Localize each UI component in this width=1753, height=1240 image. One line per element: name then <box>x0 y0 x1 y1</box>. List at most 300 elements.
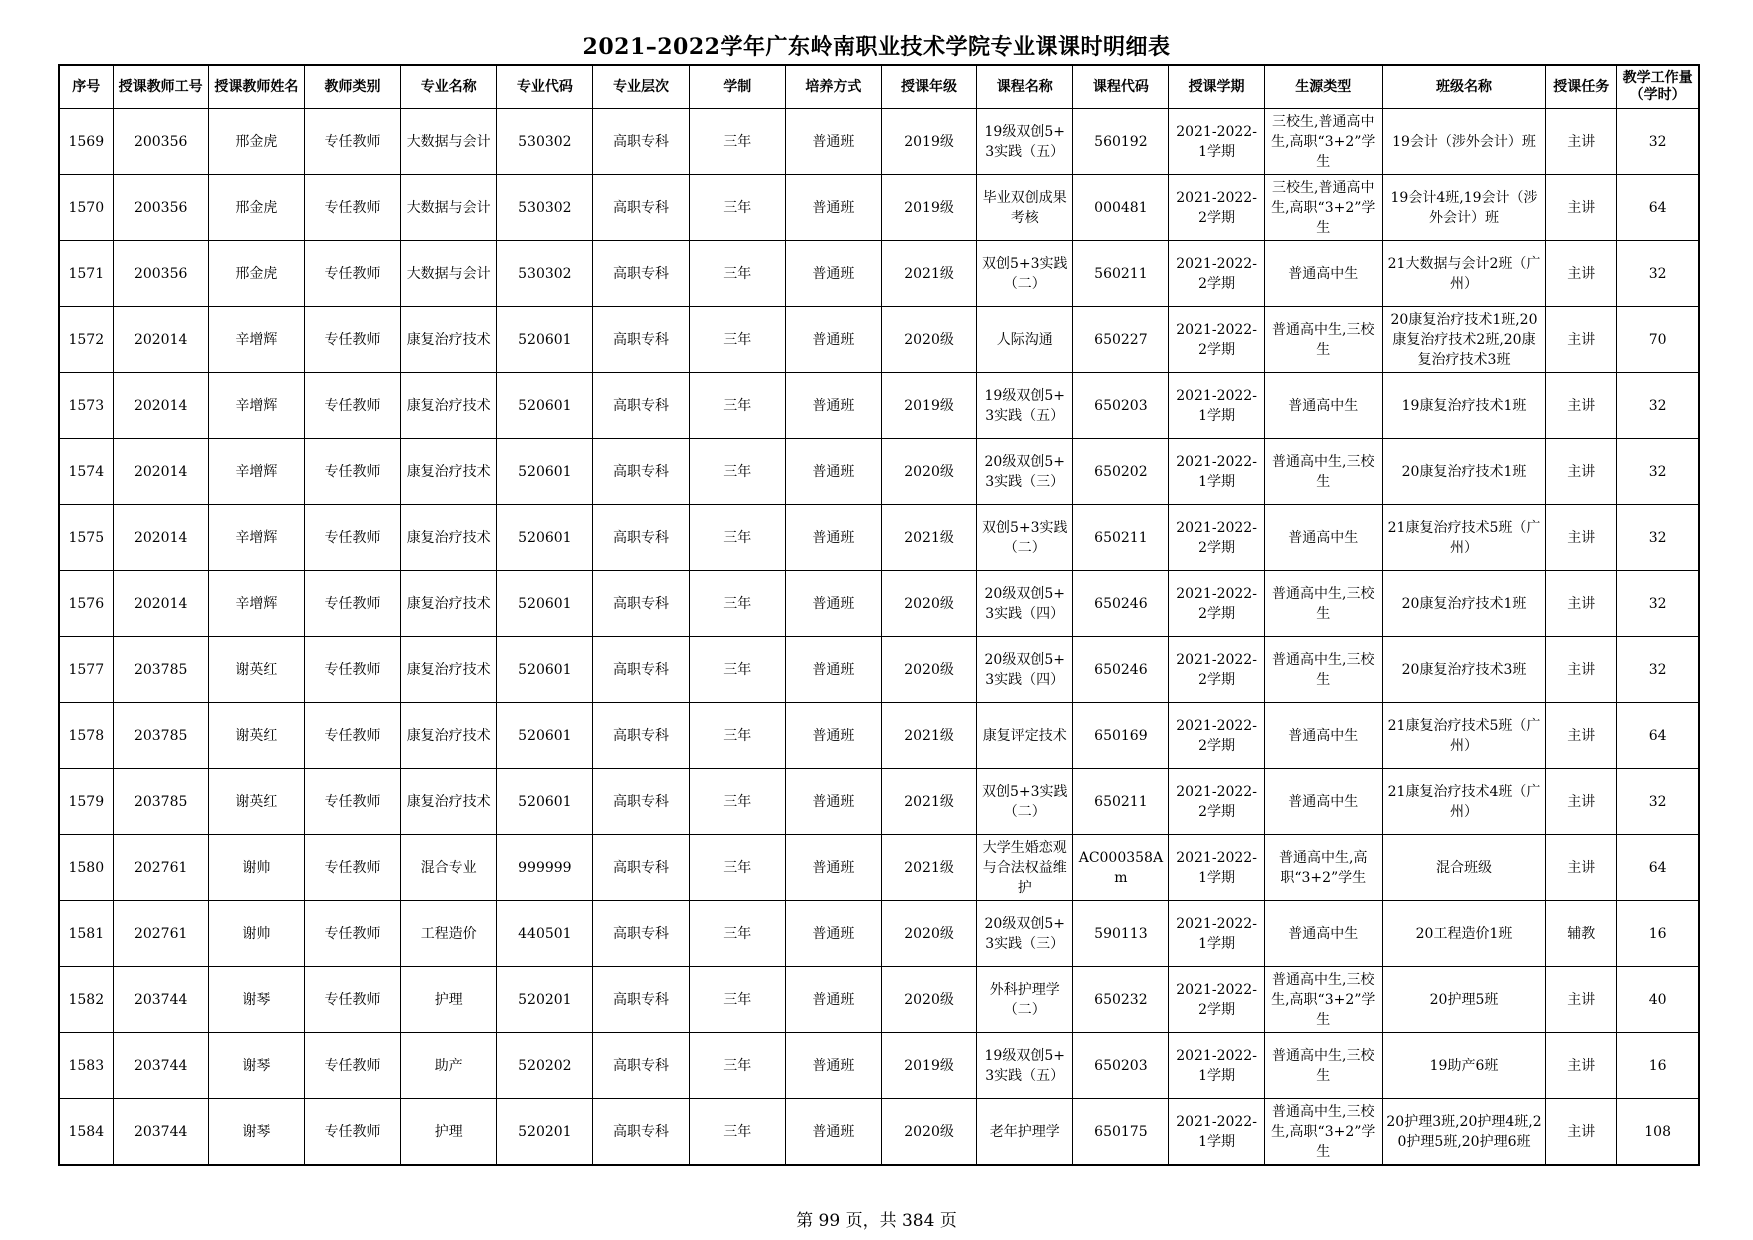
cell-duration <box>689 439 785 505</box>
cell-text: 2019级 <box>904 199 954 216</box>
cell-teacher-type <box>304 703 400 769</box>
cell-text: 辛增辉 <box>235 331 278 348</box>
cell-duration <box>689 373 785 439</box>
cell-text: 2019级 <box>904 397 954 414</box>
cell-task <box>1546 769 1617 835</box>
cell-text: 普通班 <box>812 133 855 150</box>
cell-course-code <box>1073 241 1169 307</box>
cell-course-code <box>1073 769 1169 835</box>
cell-text: 202014 <box>133 529 188 546</box>
cell-text: 高职专科 <box>613 133 670 150</box>
cell-major <box>401 307 497 373</box>
cell-text: 1572 <box>68 331 105 348</box>
cell-text: 1573 <box>68 397 105 414</box>
cell-text: 64 <box>1648 859 1667 876</box>
cell-teacher-type <box>304 505 400 571</box>
cell-source <box>1264 109 1382 175</box>
cell-teacher-name <box>208 175 304 241</box>
cell-text: 三年 <box>723 331 752 348</box>
cell-major <box>401 835 497 901</box>
table-row <box>59 703 1699 769</box>
cell-text: 专任教师 <box>324 661 381 678</box>
cell-text: 三年 <box>723 1057 752 1074</box>
cell-term <box>1169 1033 1264 1099</box>
cell-course-code <box>1073 307 1169 373</box>
cell-seq <box>59 967 113 1033</box>
table-row <box>59 835 1699 901</box>
cell-text: 2021级 <box>904 859 954 876</box>
cell-seq <box>59 1099 113 1166</box>
cell-text: 专任教师 <box>324 1057 381 1074</box>
cell-text: 康复评定技术 <box>982 727 1067 744</box>
cell-text: 高职专科 <box>613 397 670 414</box>
cell-text: 203785 <box>133 727 188 744</box>
column-header-seq: 序号 <box>59 65 113 109</box>
cell-grade <box>881 637 976 703</box>
cell-teacher-name <box>208 307 304 373</box>
table-row <box>59 1099 1699 1166</box>
cell-text: 2019级 <box>904 133 954 150</box>
cell-text: 2021-2022-2学期 <box>1176 981 1257 1018</box>
cell-text: 谢琴 <box>242 1057 271 1074</box>
cell-text: 2021级 <box>904 793 954 810</box>
cell-class-name <box>1382 175 1545 241</box>
cell-teacher-type <box>304 373 400 439</box>
cell-text: 普通高中生,三校生,高职“3+2”学生 <box>1271 1103 1376 1160</box>
cell-seq <box>59 241 113 307</box>
cell-text: 2021-2022-1学期 <box>1176 453 1257 490</box>
cell-text: 专任教师 <box>324 529 381 546</box>
cell-duration <box>689 1099 785 1166</box>
cell-text: 普通高中生 <box>1288 793 1359 810</box>
cell-class-name <box>1382 1033 1545 1099</box>
cell-text: 辅教 <box>1567 925 1596 942</box>
cell-text: 主讲 <box>1567 661 1596 678</box>
cell-text: 普通高中生 <box>1288 397 1359 414</box>
cell-text: 1577 <box>68 661 105 678</box>
cell-source <box>1264 571 1382 637</box>
cell-teacher-name <box>208 439 304 505</box>
cell-course <box>977 967 1073 1033</box>
cell-text: 高职专科 <box>613 793 670 810</box>
cell-text: 520601 <box>518 595 572 612</box>
cell-source <box>1264 505 1382 571</box>
cell-major-code <box>497 637 593 703</box>
column-header-level: 专业层次 <box>593 65 689 109</box>
cell-duration <box>689 241 785 307</box>
cell-text: 双创5+3实践（二） <box>981 783 1068 820</box>
cell-major <box>401 1099 497 1166</box>
cell-text: 650232 <box>1094 991 1148 1008</box>
cell-mode <box>785 571 881 637</box>
cell-text: 主讲 <box>1567 859 1596 876</box>
cell-term <box>1169 1099 1264 1166</box>
cell-text: 普通班 <box>812 1123 855 1140</box>
cell-text: 普通班 <box>812 727 855 744</box>
cell-text: 21大数据与会计2班（广州） <box>1387 255 1541 292</box>
column-header-course-code: 课程代码 <box>1073 65 1169 109</box>
cell-term <box>1169 373 1264 439</box>
cell-hours <box>1617 241 1699 307</box>
cell-text: 2021-2022-1学期 <box>1176 1047 1257 1084</box>
cell-text: 高职专科 <box>613 727 670 744</box>
cell-text: 650175 <box>1094 1123 1148 1140</box>
cell-text: 普通班 <box>812 595 855 612</box>
cell-course-code <box>1073 373 1169 439</box>
cell-duration <box>689 967 785 1033</box>
cell-text: 2021-2022-2学期 <box>1176 189 1257 226</box>
cell-grade <box>881 505 976 571</box>
cell-text: 000481 <box>1094 199 1148 216</box>
table-row <box>59 769 1699 835</box>
cell-course <box>977 439 1073 505</box>
cell-text: 普通班 <box>812 463 855 480</box>
cell-major-code <box>497 901 593 967</box>
cell-text: 主讲 <box>1567 133 1596 150</box>
cell-course <box>977 835 1073 901</box>
cell-text: 主讲 <box>1567 727 1596 744</box>
cell-grade <box>881 307 976 373</box>
cell-major-code <box>497 307 593 373</box>
cell-level <box>593 175 689 241</box>
table-header-row <box>59 65 1699 109</box>
cell-major-code <box>497 571 593 637</box>
table-row <box>59 307 1699 373</box>
cell-text: 大学生婚恋观与合法权益维护 <box>982 839 1067 896</box>
cell-hours <box>1617 967 1699 1033</box>
cell-source <box>1264 1099 1382 1166</box>
cell-teacher-type <box>304 307 400 373</box>
cell-source <box>1264 769 1382 835</box>
cell-text: 2021-2022-1学期 <box>1176 915 1257 952</box>
cell-text: 助产 <box>434 1057 463 1074</box>
cell-course-code <box>1073 1033 1169 1099</box>
cell-course <box>977 703 1073 769</box>
cell-text: 1575 <box>68 529 105 546</box>
cell-text: 混合班级 <box>1436 859 1492 876</box>
cell-major <box>401 505 497 571</box>
cell-text: 三年 <box>723 1123 752 1140</box>
cell-term <box>1169 307 1264 373</box>
cell-mode <box>785 835 881 901</box>
cell-term <box>1169 109 1264 175</box>
cell-major-code <box>497 967 593 1033</box>
cell-text: 专任教师 <box>324 793 381 810</box>
column-header-task: 授课任务 <box>1546 65 1617 109</box>
table-row <box>59 505 1699 571</box>
cell-course-code <box>1073 505 1169 571</box>
cell-mode <box>785 373 881 439</box>
cell-text: 主讲 <box>1567 463 1596 480</box>
cell-text: 21康复治疗技术5班（广州） <box>1387 717 1541 754</box>
column-header-major-code: 专业代码 <box>497 65 593 109</box>
cell-major-code <box>497 109 593 175</box>
cell-grade <box>881 175 976 241</box>
cell-text: 三年 <box>723 397 752 414</box>
cell-teacher-id <box>113 901 208 967</box>
cell-text: 520601 <box>518 463 572 480</box>
cell-source <box>1264 835 1382 901</box>
cell-text: 普通高中生,三校生 <box>1272 453 1375 490</box>
cell-source <box>1264 637 1382 703</box>
cell-text: 202014 <box>133 331 188 348</box>
cell-source <box>1264 307 1382 373</box>
cell-seq <box>59 835 113 901</box>
cell-text: 2020级 <box>904 991 954 1008</box>
cell-course-code <box>1073 835 1169 901</box>
cell-text: 康复治疗技术 <box>406 595 491 612</box>
cell-term <box>1169 439 1264 505</box>
cell-text: 三校生,普通高中生,高职“3+2”学生 <box>1271 113 1376 170</box>
cell-term <box>1169 175 1264 241</box>
cell-text: 999999 <box>518 859 572 876</box>
cell-text: 32 <box>1648 793 1667 810</box>
cell-major-code <box>497 373 593 439</box>
cell-major <box>401 175 497 241</box>
cell-task <box>1546 967 1617 1033</box>
cell-major-code <box>497 505 593 571</box>
cell-text: 560192 <box>1094 133 1148 150</box>
cell-level <box>593 241 689 307</box>
cell-text: 64 <box>1648 727 1667 744</box>
cell-text: 40 <box>1648 991 1667 1008</box>
cell-source <box>1264 901 1382 967</box>
cell-task <box>1546 901 1617 967</box>
cell-text: 主讲 <box>1567 595 1596 612</box>
cell-major <box>401 439 497 505</box>
cell-seq <box>59 109 113 175</box>
cell-teacher-name <box>208 769 304 835</box>
cell-teacher-name <box>208 109 304 175</box>
cell-text: 谢帅 <box>242 859 271 876</box>
cell-hours <box>1617 109 1699 175</box>
cell-teacher-id <box>113 703 208 769</box>
cell-text: 520601 <box>518 793 572 810</box>
cell-text: 20级双创5+3实践（四） <box>984 651 1065 688</box>
cell-text: 203785 <box>133 661 188 678</box>
cell-text: 高职专科 <box>613 661 670 678</box>
cell-hours <box>1617 1099 1699 1166</box>
cell-text: 650203 <box>1094 397 1148 414</box>
cell-class-name <box>1382 967 1545 1033</box>
column-header-teacher-id: 授课教师工号 <box>113 65 208 109</box>
cell-text: 护理 <box>434 1123 463 1140</box>
cell-text: 70 <box>1648 331 1667 348</box>
cell-text: 双创5+3实践（二） <box>981 519 1068 556</box>
cell-teacher-id <box>113 241 208 307</box>
table-body <box>59 109 1699 1166</box>
cell-teacher-name <box>208 1033 304 1099</box>
cell-text: 普通班 <box>812 793 855 810</box>
cell-duration <box>689 703 785 769</box>
cell-source <box>1264 703 1382 769</box>
cell-course <box>977 637 1073 703</box>
cell-text: 16 <box>1648 925 1667 942</box>
cell-class-name <box>1382 505 1545 571</box>
cell-text: 高职专科 <box>613 925 670 942</box>
cell-text: 19级双创5+3实践（五） <box>984 387 1065 424</box>
cell-text: 32 <box>1648 595 1667 612</box>
cell-text: 19会计（涉外会计）班 <box>1392 133 1536 150</box>
cell-teacher-id <box>113 1099 208 1166</box>
cell-text: 主讲 <box>1567 1057 1596 1074</box>
cell-text: 203744 <box>133 991 188 1008</box>
cell-seq <box>59 439 113 505</box>
table-row <box>59 637 1699 703</box>
cell-level <box>593 703 689 769</box>
cell-text: 32 <box>1648 661 1667 678</box>
cell-source <box>1264 1033 1382 1099</box>
cell-course <box>977 109 1073 175</box>
cell-text: 三校生,普通高中生,高职“3+2”学生 <box>1271 179 1376 236</box>
cell-duration <box>689 307 785 373</box>
cell-text: 邢金虎 <box>235 199 278 216</box>
cell-text: 650246 <box>1094 661 1148 678</box>
cell-seq <box>59 307 113 373</box>
cell-text: 谢琴 <box>242 991 271 1008</box>
cell-text: 520202 <box>518 1057 572 1074</box>
cell-text: 谢帅 <box>242 925 271 942</box>
cell-course <box>977 505 1073 571</box>
cell-text: 混合专业 <box>420 859 477 876</box>
cell-course-code <box>1073 637 1169 703</box>
cell-text: 1571 <box>68 265 105 282</box>
cell-text: 2020级 <box>904 595 954 612</box>
cell-text: 普通高中生 <box>1288 529 1359 546</box>
cell-text: 三年 <box>723 463 752 480</box>
cell-text: 2021-2022-2学期 <box>1176 585 1257 622</box>
cell-major-code <box>497 175 593 241</box>
cell-text: 32 <box>1648 397 1667 414</box>
cell-text: 20康复治疗技术1班 <box>1401 463 1527 480</box>
cell-level <box>593 571 689 637</box>
cell-text: 三年 <box>723 265 752 282</box>
cell-text: 650203 <box>1094 1057 1148 1074</box>
cell-class-name <box>1382 637 1545 703</box>
table-row <box>59 373 1699 439</box>
cell-level <box>593 835 689 901</box>
cell-class-name <box>1382 769 1545 835</box>
cell-grade <box>881 901 976 967</box>
cell-seq <box>59 901 113 967</box>
cell-text: 人际沟通 <box>996 331 1053 348</box>
cell-text: 三年 <box>723 199 752 216</box>
cell-text: 高职专科 <box>613 595 670 612</box>
cell-seq <box>59 769 113 835</box>
cell-text: 202761 <box>133 925 188 942</box>
cell-text: 650211 <box>1094 793 1148 810</box>
cell-text: 2020级 <box>904 925 954 942</box>
cell-class-name <box>1382 307 1545 373</box>
cell-duration <box>689 109 785 175</box>
cell-term <box>1169 967 1264 1033</box>
table-row <box>59 241 1699 307</box>
cell-text: 康复治疗技术 <box>406 397 491 414</box>
cell-text: 普通班 <box>812 529 855 546</box>
cell-class-name <box>1382 373 1545 439</box>
cell-teacher-name <box>208 703 304 769</box>
cell-level <box>593 1099 689 1166</box>
cell-text: 大数据与会计 <box>406 133 491 150</box>
cell-text: 2021-2022-2学期 <box>1176 651 1257 688</box>
cell-class-name <box>1382 241 1545 307</box>
cell-text: 康复治疗技术 <box>406 727 491 744</box>
cell-text: 21康复治疗技术5班（广州） <box>1387 519 1541 556</box>
cell-text: 200356 <box>133 265 188 282</box>
cell-text: 1576 <box>68 595 105 612</box>
cell-grade <box>881 571 976 637</box>
cell-text: 工程造价 <box>420 925 477 942</box>
cell-mode <box>785 109 881 175</box>
cell-term <box>1169 901 1264 967</box>
cell-text: 谢琴 <box>242 1123 271 1140</box>
cell-text: 高职专科 <box>613 529 670 546</box>
cell-text: 1578 <box>68 727 105 744</box>
cell-teacher-id <box>113 967 208 1033</box>
cell-text: 32 <box>1648 529 1667 546</box>
cell-text: 2021级 <box>904 727 954 744</box>
cell-task <box>1546 175 1617 241</box>
cell-text: 专任教师 <box>324 1123 381 1140</box>
cell-hours <box>1617 439 1699 505</box>
cell-duration <box>689 901 785 967</box>
cell-class-name <box>1382 571 1545 637</box>
cell-teacher-name <box>208 967 304 1033</box>
cell-text: 谢英红 <box>235 793 278 810</box>
cell-course <box>977 307 1073 373</box>
cell-text: 三年 <box>723 925 752 942</box>
cell-text: 普通高中生,高职“3+2”学生 <box>1279 849 1368 886</box>
cell-grade <box>881 1033 976 1099</box>
cell-text: 主讲 <box>1567 991 1596 1008</box>
cell-text: 普通高中生,三校生 <box>1272 321 1375 358</box>
cell-term <box>1169 241 1264 307</box>
column-header-duration: 学制 <box>689 65 785 109</box>
cell-text: 520201 <box>518 1123 572 1140</box>
cell-course <box>977 1099 1073 1166</box>
cell-text: 560211 <box>1094 265 1148 282</box>
cell-term <box>1169 835 1264 901</box>
cell-duration <box>689 769 785 835</box>
cell-course <box>977 901 1073 967</box>
cell-text: 1582 <box>68 991 105 1008</box>
cell-text: 主讲 <box>1567 529 1596 546</box>
cell-task <box>1546 1099 1617 1166</box>
cell-text: 19助产6班 <box>1429 1057 1499 1074</box>
cell-level <box>593 373 689 439</box>
cell-major-code <box>497 439 593 505</box>
cell-task <box>1546 307 1617 373</box>
cell-major-code <box>497 1099 593 1166</box>
cell-text: 1581 <box>68 925 105 942</box>
cell-text: 三年 <box>723 529 752 546</box>
cell-text: 康复治疗技术 <box>406 529 491 546</box>
cell-text: 康复治疗技术 <box>406 331 491 348</box>
cell-source <box>1264 175 1382 241</box>
cell-course-code <box>1073 109 1169 175</box>
cell-text: 普通高中生,三校生,高职“3+2”学生 <box>1271 971 1376 1028</box>
cell-text: 谢英红 <box>235 661 278 678</box>
cell-text: 专任教师 <box>324 463 381 480</box>
cell-teacher-type <box>304 967 400 1033</box>
cell-course-code <box>1073 175 1169 241</box>
cell-hours <box>1617 571 1699 637</box>
cell-duration <box>689 637 785 703</box>
cell-text: 专任教师 <box>324 991 381 1008</box>
cell-task <box>1546 439 1617 505</box>
cell-mode <box>785 505 881 571</box>
cell-text: 20康复治疗技术3班 <box>1401 661 1527 678</box>
